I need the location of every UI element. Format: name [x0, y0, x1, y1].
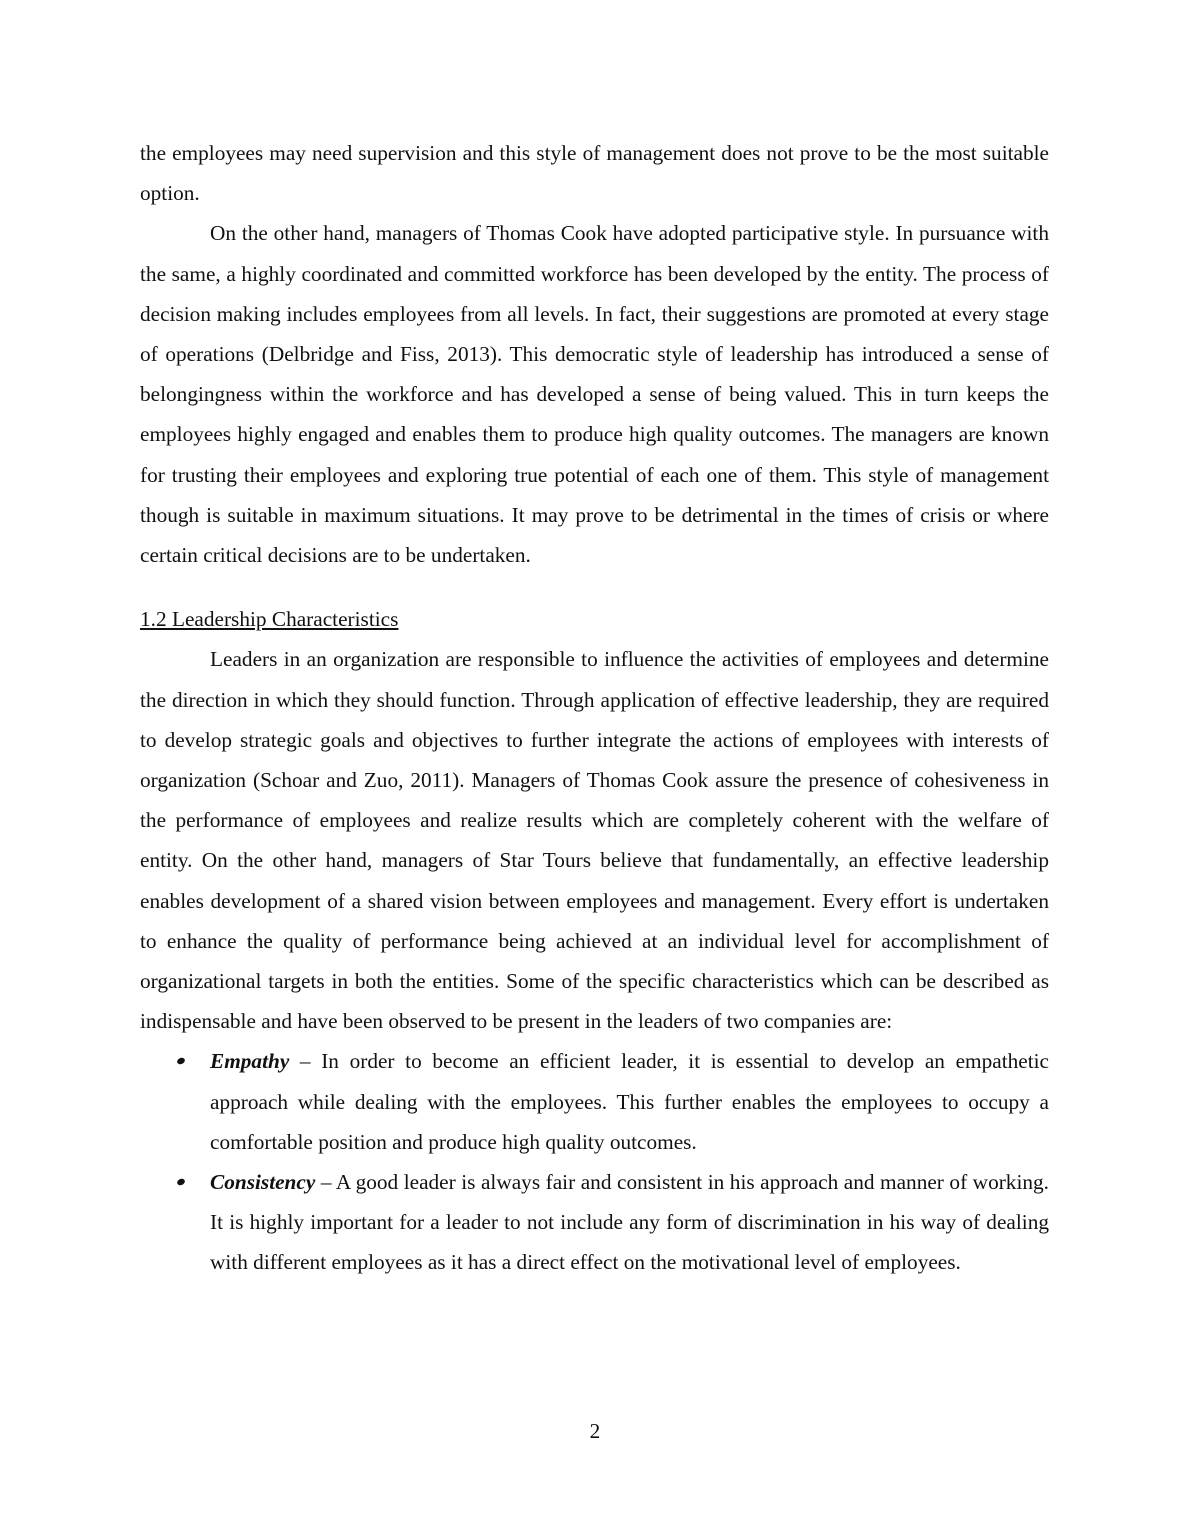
body-paragraph-continued: the employees may need supervision and this style of management does not prove to be the most suitable option.	[140, 141, 1049, 206]
list-item-term: Consistency	[210, 1170, 316, 1195]
list-item-consistency	[140, 1162, 1049, 1283]
page-number: 2	[589, 1419, 601, 1443]
bullet-icon	[176, 1057, 186, 1066]
body-paragraph-leadership: Leaders in an organization are responsible to influence the activities of employees and determine the direction in which they should function. Through application of effective leadership, they are required to develop strategic goals and objectives to further integrate the actions of employees with interests of organization (Schoar and Zuo, 2011). Managers of Thomas Cook assure the presence of cohesiveness in the performance of employees and realize results which are completely coherent with the welfare of entity. On the other hand, managers of Star Tours believe that fundamentally, an effective leadership enables development of a shared vision between employees and management. Every effort is undertaken to enhance the quality of performance being achieved at an individual level for accomplishment of organizational targets in both the entities. Some of the specific characteristics which can be described as indispensable and have been observed to be present in the leaders of two companies are:	[140, 647, 1049, 1034]
list-item-text: – In order to become an efficient leader, it is essential to develop an empathetic approach while dealing with the employees. This further enables the employees to occupy a comfortable position and produce high quality outcomes.	[210, 1049, 1049, 1154]
document-page	[140, 133, 1049, 1283]
bullet-icon	[176, 1178, 186, 1187]
body-paragraph-participative-style: On the other hand, managers of Thomas Cook have adopted participative style. In pursuance with the same, a highly coordinated and committed workforce has been developed by the entity. The process of decision making includes employees from all levels. In fact, their suggestions are promoted at every stage of operations (Delbridge and Fiss, 2013). This democratic style of leadership has introduced a sense of belongingness within the workforce and has developed a sense of being valued. This in turn keeps the employees highly engaged and enables them to produce high quality outcomes. The managers are known for trusting their employees and exploring true potential of each one of them. This style of management though is suitable in maximum situations. It may prove to be detrimental in the times of crisis or where certain critical decisions are to be undertaken.	[140, 221, 1049, 568]
list-item-term: Empathy	[210, 1049, 290, 1074]
list-item-text: – A good leader is always fair and consistent in his approach and manner of working. It is highly important for a leader to not include any form of discrimination in his way of dealing with different employees as it has a direct effect on the motivational level of employees.	[210, 1170, 1049, 1275]
list-item-empathy	[140, 1041, 1049, 1162]
characteristics-list	[140, 1041, 1049, 1282]
section-heading: 1.2 Leadership Characteristics	[140, 607, 399, 632]
